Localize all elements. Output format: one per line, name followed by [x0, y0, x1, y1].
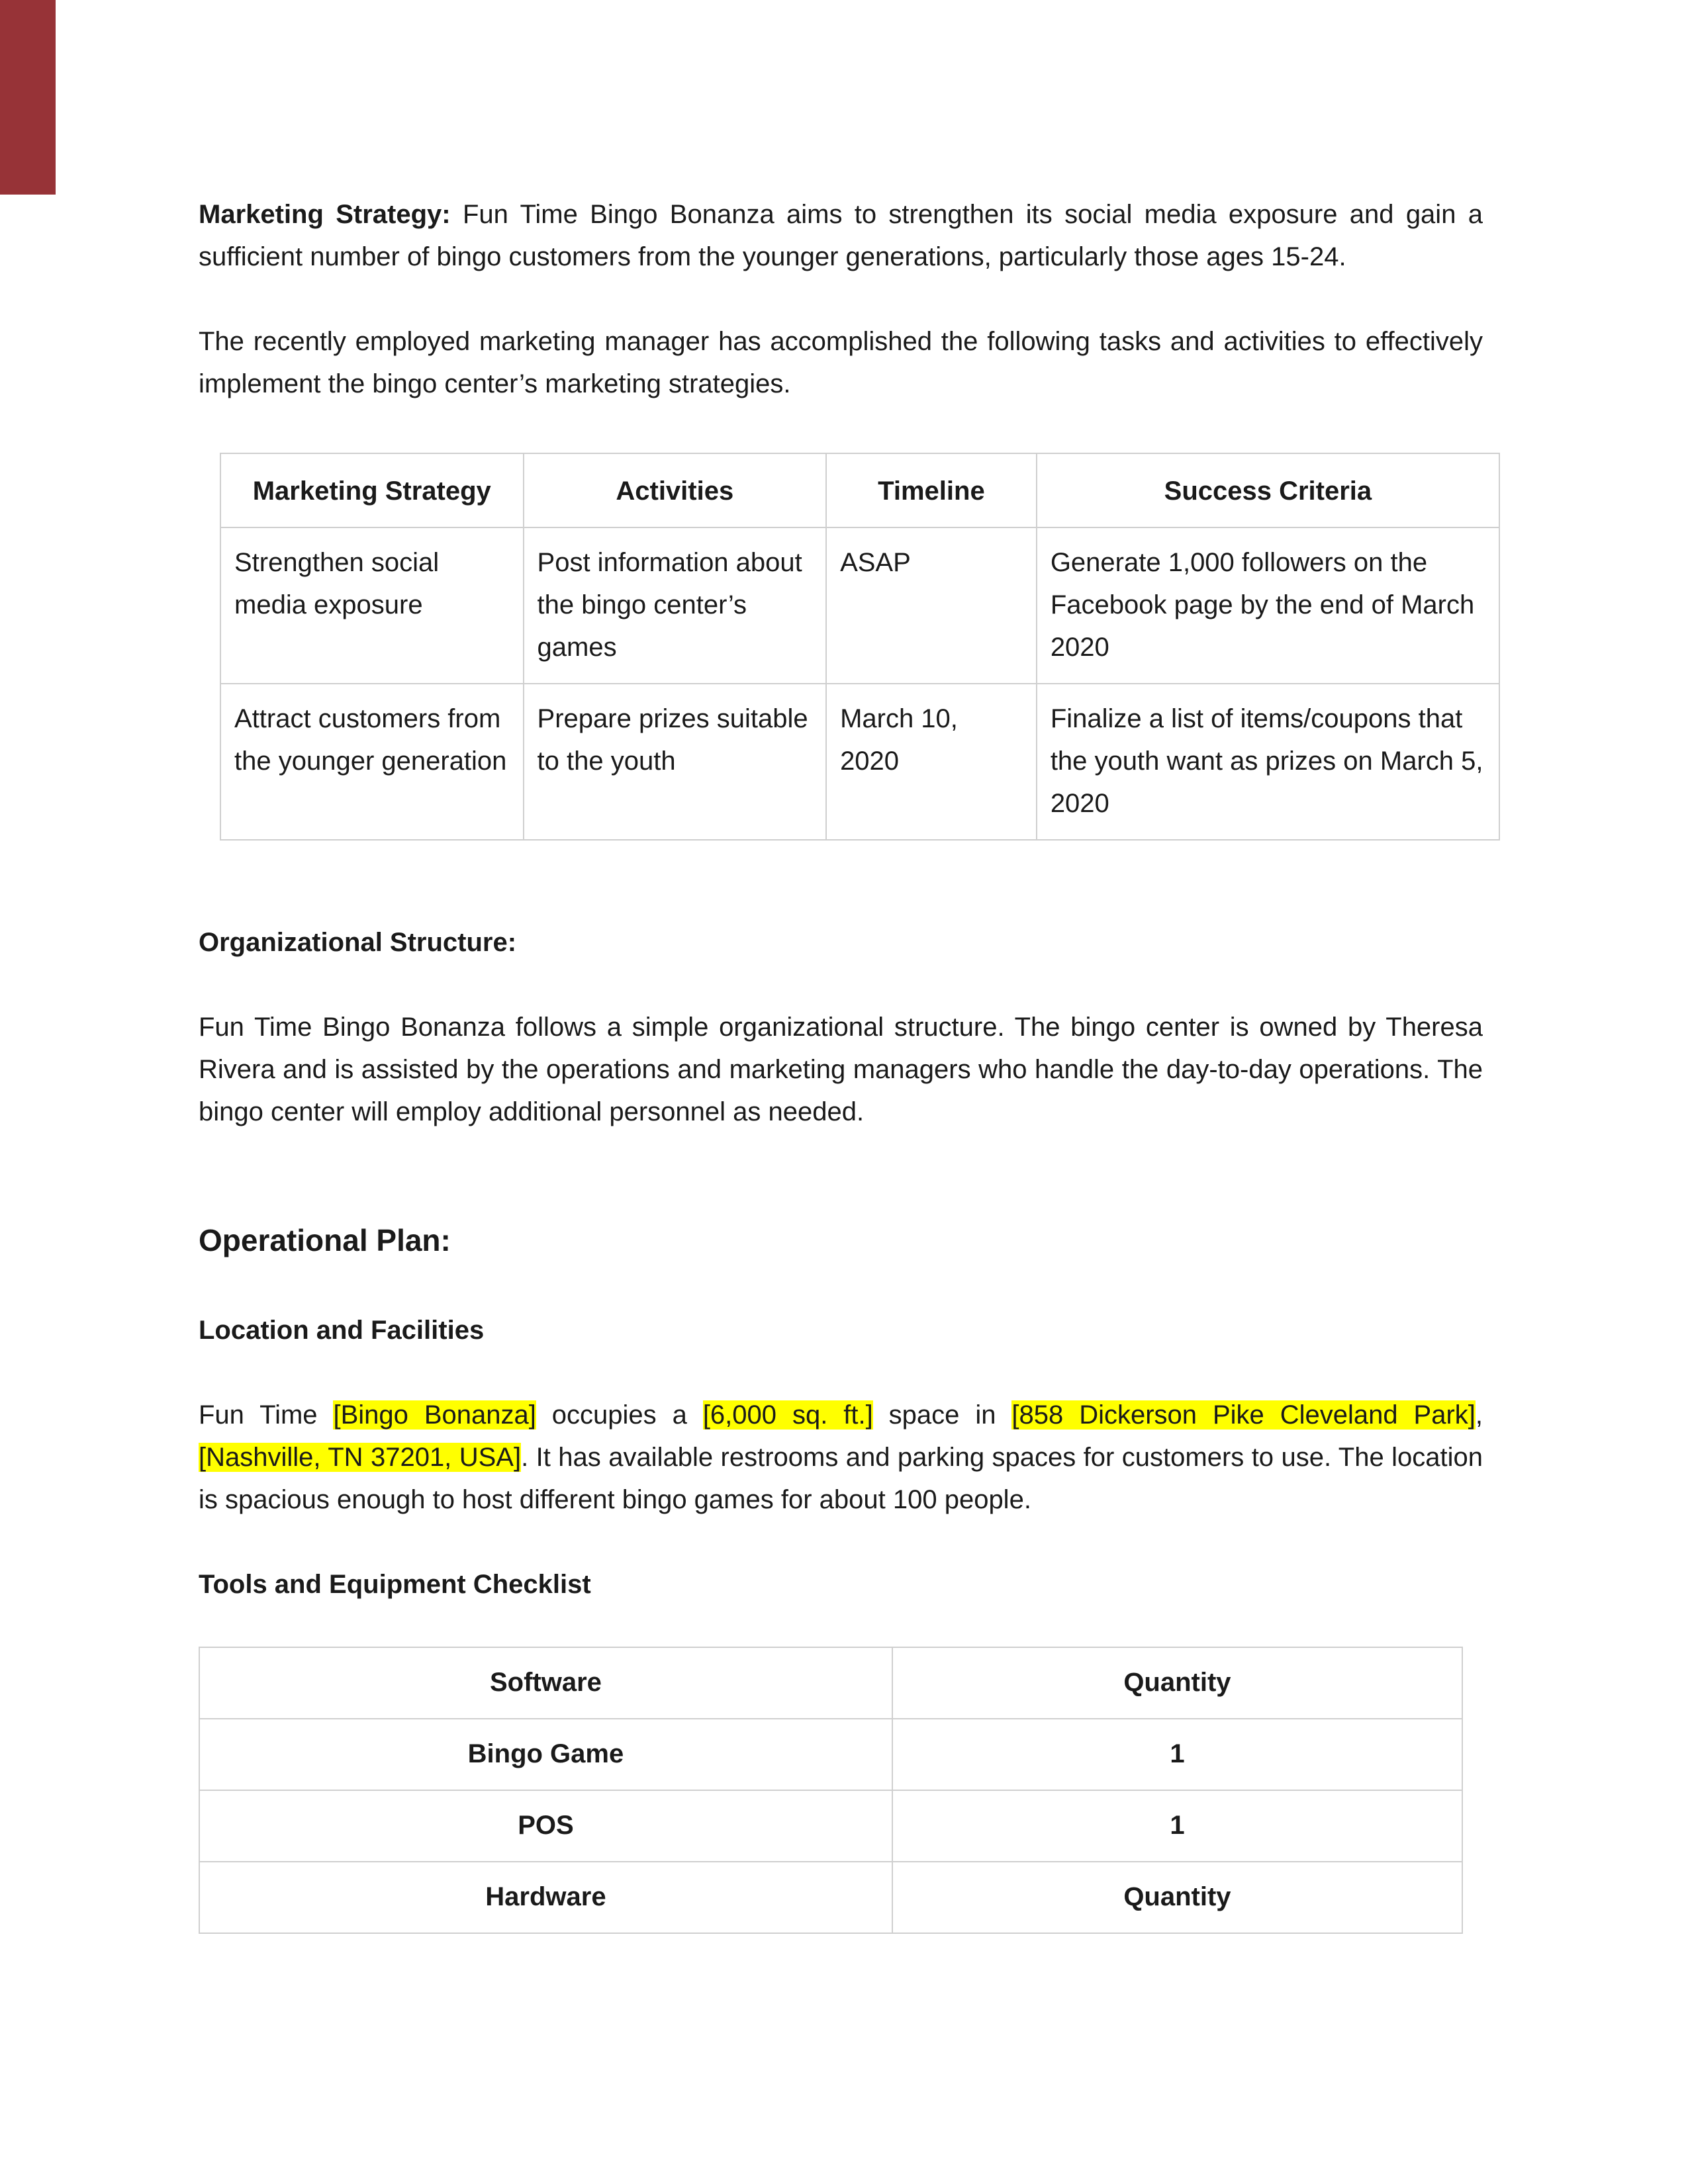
table-cell: Quantity	[892, 1647, 1462, 1719]
marketing-strategy-text: Fun Time Bingo Bonanza aims to strengthen its social media exposure and gain a sufficient number of bingo customers from the younger generations, particularly those ages 15-24.	[199, 200, 1483, 271]
marketing-strategy-label: Marketing Strategy:	[199, 200, 451, 229]
location-paragraph	[199, 1394, 1483, 1521]
table-row	[199, 1719, 1462, 1790]
highlighted-placeholder: [858 Dickerson Pike Cleveland Park]	[1011, 1400, 1476, 1430]
highlighted-placeholder: [Nashville, TN 37201, USA]	[199, 1443, 522, 1472]
tools-table	[199, 1647, 1463, 1934]
location-text: space in	[872, 1400, 1012, 1430]
marketing-table-header: Activities	[524, 453, 827, 527]
table-cell: Attract customers from the younger generation	[220, 684, 524, 840]
table-row	[220, 684, 1499, 840]
table-cell: 1	[892, 1719, 1462, 1790]
table-row	[199, 1790, 1462, 1862]
table-cell: Generate 1,000 followers on the Facebook page by the end of March 2020	[1037, 527, 1499, 684]
table-cell: ASAP	[826, 527, 1037, 684]
table-row	[220, 527, 1499, 684]
table-cell: Quantity	[892, 1862, 1462, 1933]
marketing-table-header: Marketing Strategy	[220, 453, 524, 527]
location-text: ,	[1475, 1400, 1483, 1430]
highlighted-placeholder: [6,000 sq. ft.]	[702, 1400, 873, 1430]
org-paragraph: Fun Time Bingo Bonanza follows a simple organizational structure. The bingo center is owned by Theresa Rivera and is assisted by the operations and marketing managers who handle the day-to-day operations. The bingo center will employ additional personnel as needed.	[199, 1013, 1483, 1126]
marketing-strategy-paragraph	[199, 193, 1483, 278]
table-cell: Software	[199, 1647, 892, 1719]
manager-paragraph: The recently employed marketing manager has accomplished the following tasks and activities to effectively implement the bingo center’s marketing strategies.	[199, 327, 1483, 398]
table-cell: March 10, 2020	[826, 684, 1037, 840]
marketing-table-header-row	[220, 453, 1499, 527]
table-row	[199, 1647, 1462, 1719]
table-cell: Post information about the bingo center’s games	[524, 527, 827, 684]
marketing-table	[220, 453, 1500, 841]
tools-heading: Tools and Equipment Checklist	[199, 1570, 591, 1599]
table-cell: Strengthen social media exposure	[220, 527, 524, 684]
location-heading: Location and Facilities	[199, 1316, 485, 1345]
table-cell: Prepare prizes suitable to the youth	[524, 684, 827, 840]
table-cell: Bingo Game	[199, 1719, 892, 1790]
table-cell: Finalize a list of items/coupons that the youth want as prizes on March 5, 2020	[1037, 684, 1499, 840]
location-text: occupies a	[536, 1400, 703, 1430]
table-cell: POS	[199, 1790, 892, 1862]
marketing-table-header: Success Criteria	[1037, 453, 1499, 527]
highlighted-placeholder: [Bingo Bonanza]	[333, 1400, 536, 1430]
org-heading: Organizational Structure:	[199, 928, 517, 957]
table-cell: 1	[892, 1790, 1462, 1862]
corner-accent-bar	[0, 0, 56, 195]
table-cell: Hardware	[199, 1862, 892, 1933]
location-text: . It has available restrooms and parking spaces for customers to use. The location is spacious enough to host different bingo games for about 100 people.	[199, 1443, 1483, 1514]
location-text: Fun Time	[199, 1400, 334, 1430]
marketing-table-header: Timeline	[826, 453, 1037, 527]
operational-plan-heading: Operational Plan:	[199, 1223, 451, 1257]
table-row	[199, 1862, 1462, 1933]
